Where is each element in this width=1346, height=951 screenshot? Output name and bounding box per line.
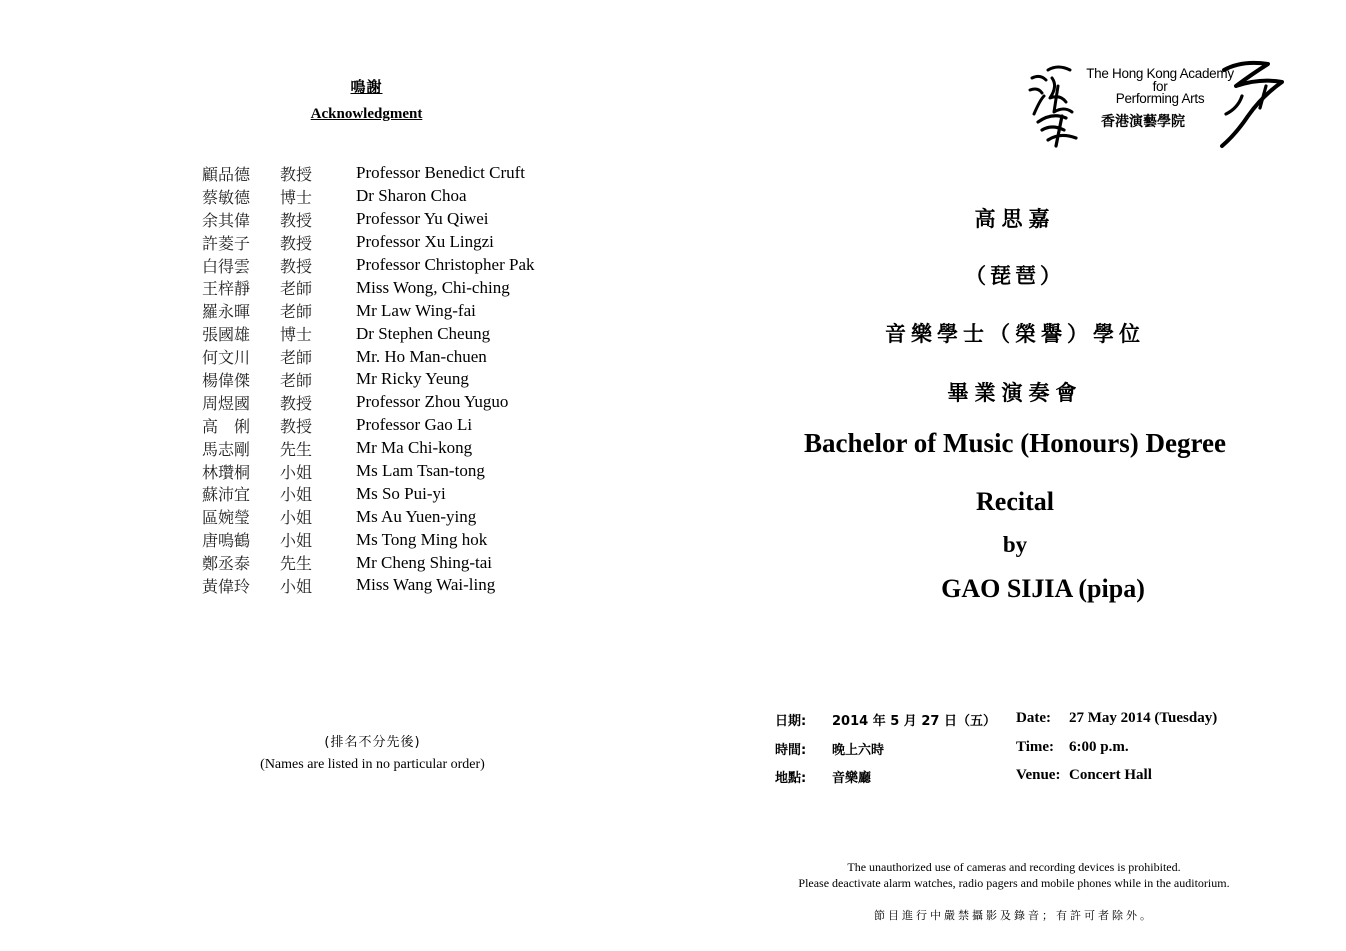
person-title-zh: 教授: [280, 164, 313, 184]
logo-line-1: The Hong Kong Academy: [1086, 66, 1234, 81]
person-name-zh: 區婉瑩: [202, 508, 251, 528]
person-row: [202, 299, 534, 322]
person-name-en: Miss Wang Wai-ling: [356, 575, 496, 595]
logo-text-en: [1085, 68, 1235, 106]
person-name-zh: 許菱子: [202, 233, 251, 253]
person-title-zh: 小姐: [280, 576, 313, 596]
time-label-en: Time:: [1016, 738, 1055, 755]
person-title-zh: 小姐: [280, 531, 313, 551]
venue-label-zh: 地點:: [775, 771, 807, 786]
person-name-en: Ms Lam Tsan-tong: [356, 461, 485, 481]
person-name-en: Mr Ricky Yeung: [356, 369, 469, 389]
person-title-zh: 老師: [280, 348, 313, 368]
person-name-en: Ms So Pui-yi: [356, 483, 446, 503]
date-label-en: Date:: [1016, 710, 1051, 726]
person-row: [202, 391, 534, 414]
person-name-en: Professor Xu Lingzi: [356, 232, 494, 252]
person-title-zh: 教授: [280, 210, 313, 230]
notice-en: [740, 859, 1288, 891]
person-name-en: Miss Wong, Chi-ching: [356, 277, 510, 297]
person-title-zh: 小姐: [280, 485, 313, 505]
person-name-zh: 白得雲: [202, 256, 251, 276]
person-title-zh: 博士: [280, 187, 313, 207]
time-value-zh: 晚上六時: [832, 742, 885, 758]
person-title-zh: 教授: [280, 233, 313, 253]
person-row: [202, 368, 534, 391]
order-note-en: (Names are listed in no particular order): [260, 757, 485, 772]
person-row: [202, 437, 534, 460]
person-name-zh: 楊偉傑: [202, 370, 251, 390]
person-title-zh: 老師: [280, 302, 313, 322]
logo-line-3: Performing Arts: [1115, 91, 1205, 106]
instrument-zh: （琵琶）: [965, 264, 1065, 288]
notice-zh: 節目進行中嚴禁攝影及錄音；有許可者除外。: [874, 909, 1154, 922]
person-name-en: Ms Au Yuen-ying: [356, 506, 477, 526]
person-row: [202, 185, 534, 208]
person-name-zh: 余其偉: [202, 210, 251, 230]
person-title-zh: 老師: [280, 279, 313, 299]
person-name-zh: 馬志剛: [202, 439, 251, 459]
logo-line-2: for: [1152, 78, 1168, 94]
person-name-en: Mr Ma Chi-kong: [356, 438, 473, 458]
person-row: [202, 551, 534, 574]
person-name-zh: 何文川: [202, 348, 251, 368]
acknowledgment-list: [202, 162, 534, 597]
person-row: [202, 231, 534, 254]
acknowledgment-title-en: Acknowledgment: [310, 106, 423, 122]
degree-title-zh: 音樂學士（榮譽）學位: [885, 322, 1145, 346]
date-value-en: 27 May 2014 (Tuesday): [1069, 710, 1218, 726]
venue-label-en: Venue:: [1016, 767, 1061, 783]
person-name-zh: 唐鳴鶴: [202, 531, 251, 551]
person-row: [202, 414, 534, 437]
date-value-zh: 2014 年 5 月 27 日（五）: [832, 714, 996, 729]
person-title-zh: 老師: [280, 370, 313, 390]
person-name-zh: 張國雄: [202, 325, 251, 345]
event-title-zh: 畢業演奏會: [947, 381, 1083, 405]
venue-value-zh: 音樂廳: [832, 771, 872, 786]
acknowledgment-title-zh: 鳴謝: [350, 80, 383, 96]
person-name-zh: 王梓靜: [202, 279, 251, 299]
event-title-en: Recital: [976, 487, 1054, 516]
person-name-zh: 鄭丞泰: [202, 554, 251, 574]
venue-value-en: Concert Hall: [1069, 767, 1152, 783]
person-name-en: Mr. Ho Man-chuen: [356, 346, 487, 366]
person-name-zh: 黃偉玲: [202, 576, 251, 596]
person-name-zh: 顧品德: [202, 164, 251, 184]
person-name-zh: 蔡敏德: [202, 187, 251, 207]
person-name-en: Professor Benedict Cruft: [356, 163, 526, 183]
date-label-zh: 日期:: [775, 714, 807, 729]
person-name-zh: 周煜國: [202, 393, 251, 413]
person-title-zh: 小姐: [280, 462, 313, 482]
performer-name-en: GAO SIJIA (pipa): [941, 574, 1145, 603]
person-name-en: Ms Tong Ming hok: [356, 529, 488, 549]
person-title-zh: 博士: [280, 325, 313, 345]
person-row: [202, 505, 534, 528]
person-name-en: Mr Law Wing-fai: [356, 300, 476, 320]
person-name-zh: 林瓚桐: [202, 462, 251, 482]
person-name-en: Professor Gao Li: [356, 415, 473, 435]
logo-text-zh: 香港演藝學院: [1101, 114, 1185, 130]
performer-name-zh: 高思嘉: [974, 207, 1056, 231]
person-row: [202, 208, 534, 231]
person-name-en: Dr Stephen Cheung: [356, 323, 491, 343]
person-name-zh: 蘇沛宜: [202, 485, 251, 505]
person-title-zh: 教授: [280, 416, 313, 436]
person-name-en: Professor Christopher Pak: [356, 255, 535, 274]
notice-line-1: The unauthorized use of cameras and recording devices is prohibited.: [847, 860, 1181, 874]
person-title-zh: 教授: [280, 256, 313, 276]
person-row: [202, 460, 534, 483]
person-row: [202, 482, 534, 505]
degree-title-en: Bachelor of Music (Honours) Degree: [804, 428, 1226, 458]
person-row: [202, 254, 534, 277]
person-title-zh: 教授: [280, 393, 313, 413]
person-name-en: Professor Zhou Yuguo: [356, 392, 509, 412]
person-row: [202, 162, 534, 185]
person-name-en: Professor Yu Qiwei: [356, 209, 489, 229]
person-title-zh: 先生: [280, 439, 313, 459]
person-name-zh: 高 俐: [202, 416, 251, 436]
person-row: [202, 322, 534, 345]
person-row: [202, 276, 534, 299]
by-label: by: [1002, 532, 1028, 557]
person-name-zh: 羅永暉: [202, 302, 251, 322]
person-name-en: Mr Cheng Shing-tai: [356, 552, 492, 572]
person-title-zh: 先生: [280, 554, 313, 574]
notice-line-2: Please deactivate alarm watches, radio pagers and mobile phones while in the auditorium.: [798, 876, 1230, 890]
order-note-zh: (排名不分先後): [324, 735, 421, 750]
person-row: [202, 528, 534, 551]
person-row: [202, 574, 534, 597]
person-title-zh: 小姐: [280, 508, 313, 528]
time-label-zh: 時間:: [775, 742, 807, 758]
person-name-en: Dr Sharon Choa: [356, 186, 467, 206]
hkapa-logo: [1028, 56, 1298, 151]
person-row: [202, 345, 534, 368]
time-value-en: 6:00 p.m.: [1069, 738, 1129, 755]
